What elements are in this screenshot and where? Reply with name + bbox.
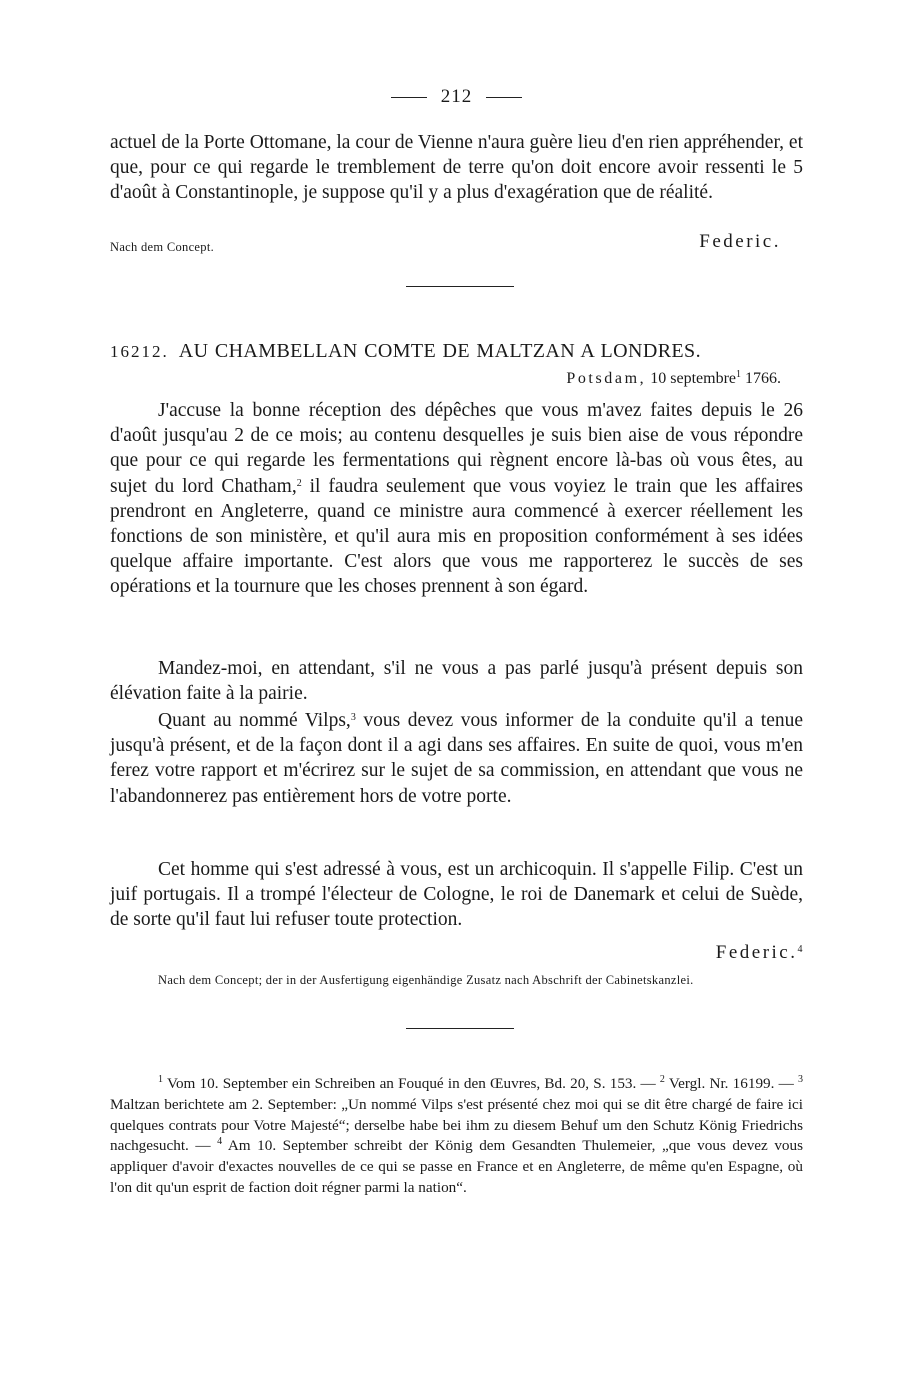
- letter-title: AU CHAMBELLAN COMTE DE MALTZAN A LONDRES.: [178, 340, 701, 362]
- letter-paragraph-1: [110, 398, 803, 600]
- page-number: 212: [440, 86, 473, 107]
- letter-paragraph-2: Mandez-moi, en attendant, s'il ne vous a pas parlé jusqu'à présent depuis son élévation faite à la pairie.: [110, 658, 803, 705]
- footnote-divider: [406, 1028, 514, 1029]
- previous-source-note: Nach dem Concept.: [110, 240, 215, 254]
- signature-text: Federic.: [715, 942, 798, 963]
- footnote-3-marker: 3: [798, 1074, 804, 1085]
- letter-dateline: [110, 370, 781, 388]
- paragraph-3-text-b: vous devez vous informer de la conduite qu'il a tenue jusqu'à présent, et de la façon dont il a agi dans ses affaires. En suite de quoi, vous m'en ferez votre rapport et m'écrirez sur le sujet de sa commission, en attendant que vous ne l'abandonnerez pas entièrement hors de votre porte.: [110, 710, 803, 807]
- footnote-ref-1: 1: [736, 369, 741, 380]
- letter-number: 16212.: [110, 342, 169, 361]
- paragraph-1-text-b: il faudra seulement que vous voyiez le train que les affaires prendront en Angleterre, quand ce ministre aura commencé à exercer réellement les fonctions de son ministère, et qu'il aura mis en proposition conformément à ses idées quelque affaire importante. C'est alors que vous me rapporterez le succès de ses opérations et la tournure que les choses prennent à son égard.: [110, 475, 803, 598]
- footnote-ref-3: 3: [350, 712, 356, 723]
- footnote-1-marker: 1: [158, 1074, 163, 1085]
- footnote-1: Vom 10. September ein Schreiben an Fouqué in den Œuvres, Bd. 20, S. 153. —: [166, 1075, 656, 1092]
- header-dash-left: [391, 97, 427, 98]
- previous-letter-paragraph: actuel de la Porte Ottomane, la cour de Vienne n'aura guère lieu d'en rien appréhender, et que, pour ce qui regarde le tremblement de terre qu'on doit encore avoir ressenti le 5 d'août à Constantinople, je suppose qu'il y a plus d'exagération que de réalité.: [110, 132, 803, 204]
- letter-paragraph-4: Cet homme qui s'est adressé à vous, est un archicoquin. Il s'appelle Filip. C'est un juif portugais. Il a trompé l'électeur de Cologne, le roi de Danemark et celui de Suède, de sorte qu'il faut lui refuser toute protection.: [110, 859, 803, 931]
- previous-signature: Federic.: [699, 231, 781, 252]
- letter-signature: [110, 942, 805, 964]
- footnote-ref-2: 2: [296, 477, 302, 489]
- footnote-ref-4: 4: [797, 944, 805, 955]
- footnote-3: Maltzan berichtete am 2. September: „Un nommé Vilps s'est présenté chez moi qui se dit être chargé de faire ici quelques contrats pour Votre Majesté“; derselbe habe bei ihm zu diesem Behuf um den Schutz König Friedrichs nachgesucht. —: [110, 1095, 803, 1155]
- dateline-place: Potsdam,: [566, 370, 647, 387]
- page-header: [110, 86, 803, 108]
- section-divider: [406, 286, 514, 287]
- letter-heading: [110, 340, 803, 363]
- footnote-4-marker: 4: [217, 1136, 223, 1148]
- paragraph-3-text-a: Quant au nommé Vilps,: [158, 710, 351, 731]
- letter-source-note: Nach dem Concept; der in der Ausfertigung eigenhändige Zusatz nach Abschrift der Cabinetskanzlei.: [158, 973, 694, 987]
- footnote-2-marker: 2: [659, 1074, 665, 1085]
- footnotes-block: [110, 1074, 803, 1199]
- dateline-date: 10 septembre: [650, 370, 736, 387]
- letter-paragraph-3: [110, 708, 803, 809]
- header-dash-right: [486, 97, 522, 98]
- footnote-2: Vergl. Nr. 16199. —: [668, 1075, 794, 1092]
- footnote-4: Am 10. September schreibt der König dem Gesandten Thulemeier, „que vous devez vous appliquer d'avoir d'exactes nouvelles de ce qui se passe en France et en Angleterre, de même qu'en Espagne, où l'on dit qu'un esprit de faction doit régner parmi la nation“.: [110, 1137, 804, 1196]
- dateline-year: 1766.: [745, 370, 781, 387]
- paragraph-1-text-a: J'accuse la bonne réception des dépêches que vous m'avez faites depuis le 26 d'août jusqu'au 2 de ce mois; au contenu desquelles je suis bien aise de vous répondre que pour ce qui regarde les fermentations qui règnent encore là-bas où vous êtes, au sujet du lord Chatham,: [110, 400, 803, 497]
